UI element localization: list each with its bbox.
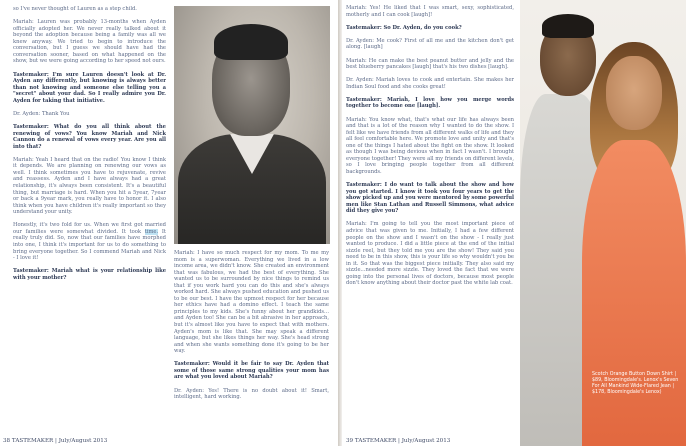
interview-answer: Honestly, it's two fold for us. When we first got married our families were somewhat divided. It took time. It really truly did. So, now that our families have morphed into one, I think it's important for us to do something to bring everyone together. So I commend Mariah and Nick - I love it! — [13, 222, 166, 262]
interview-answer: Mariah: Yeah I heard that on the radio! You know I think it depends. We are planning on renewing our vows as well. I think sometimes you have to rejuvenate, revive and reassess. Ayden and I have always had a great relationship, it's always been consistent. It's a beautiful thing, but marriage is hard. When you hit a 5year, 7year or back a 9year mark, you really have to honor it. I also think when you have children it's really important so they understand your unity. — [13, 156, 166, 216]
portrait-photo-dr-ayden — [174, 6, 330, 244]
interview-answer: Mariah: He can make the best peanut butter and jelly and the best blueberry pancakes [laugh] that's his two dishes [laugh]. — [346, 57, 514, 71]
photo-caption: Scotch Orange Button Down Shirt | $89, Bloomingdale's. Lenox's Seven For All Mankind Wide-Flared Jean | $178, Bloomingdale's Lenox) — [592, 372, 679, 395]
left-column-a — [13, 6, 166, 434]
interview-answer: Mariah: Yes! He liked that I was smart, sexy, sophisticated, motherly and I can cook [laugh]! — [346, 5, 514, 18]
interview-answer: so I've never thought of Lauren as a step child. — [13, 6, 137, 12]
interview-answer: Mariah: Lauren was probably 13-months when Ayden officially adopted her. We never really talked about it beyond the adoption because being a family was all we knew anyway. We tried to begin to introduce the conversation, but I guess we should have had the conversation sooner, based on what happened on the show, but we were going according to her speed not ours. — [13, 19, 166, 65]
left-page — [0, 0, 338, 446]
right-page — [342, 0, 686, 446]
interview-answer: Mariah: I'm going to tell you the most important piece of advice that was given to me. Initially, I had a few different people on the show and I wasn't on the show - I really just wanted to produce. I did a little piece at the end of the initial sizzle reel, but they told me you are the show! They said you need to be in this show, this is your life so why wouldn't you be in it. So that was the biggest piece initially. They also said my sizzle...needed more sizzle. They loved the fact that we were going into the personal lives of doctors, because most people don't know anything about their doctor past the white lab coat. — [346, 221, 514, 287]
left-column-b — [174, 250, 329, 432]
interview-question: Tastemaker: Would it be fair to say Dr. Ayden that some of those same strong qualities your mom has are what you loved about Mariah? — [174, 361, 329, 381]
interview-answer: Dr. Ayden: Thank You — [13, 110, 70, 117]
interview-question: Tastemaker: What do you all think about the renewing of vows? You know Mariah and Nick Cannon do a renewal of vows every year. Are you all into that? — [13, 124, 166, 150]
interview-answer: Dr. Ayden: Me cook? First of all me and the kitchen don't get along. [laugh] — [346, 37, 514, 51]
text-selection-highlight[interactable]: time. — [144, 228, 159, 235]
interview-question: Tastemaker: Mariah, I love how you merge words together to become one [laugh]. — [346, 96, 514, 110]
interview-question: Tastemaker: I'm sure Lauren doesn't look at Dr. Ayden any differently, but knowing is always better than not knowing and someone else telling you a "secret" about your dad. So I really admire you Dr. Ayden for taking that initiative. — [13, 71, 166, 104]
page-footer-left: 38 TASTEMAKER | July/August 2013 — [3, 438, 108, 444]
interview-answer: Dr. Ayden: Mariah loves to cook and entertain. She makes her Indian Soul food and she cooks great! — [346, 77, 514, 90]
page-footer-right: 39 TASTEMAKER | July/August 2013 — [346, 438, 451, 444]
couple-photo — [520, 0, 686, 446]
interview-answer: Dr. Ayden: Yes! There is no doubt about it! Smart, intelligent, hard working. — [174, 387, 329, 401]
interview-question: Tastemaker: So Dr. Ayden, do you cook? — [346, 24, 462, 31]
interview-question: Tastemaker: Mariah what is your relationship like with your mother? — [13, 268, 166, 281]
interview-answer: Mariah: I have so much respect for my mom. To me my mom is a superwoman. Everything we lived in a low income area, we didn't know. She created an environment that was fabulous, we had the best of everything. She wanted us to be surrounded by nice things to remind us that if you work hard you can do this and she's always worked hard. She always pushed education and pushed us to be our best. I have the upmost respect for her because her ethics have had a domino effect. I teach the same principles to my kids. She's funny about her grandkids... and Ayden too! She can be a bit abrasive in her approach, but it's almost like you have to expect that with mothers. Ayden's mom is like that. She may speak a different language, but she likes things her way. She's head strong and when she wants something done it's going to be her way. — [174, 250, 329, 355]
interview-answer: Mariah: You know what, that's what our life has always been and that is a lot of the reason why I wanted to do the show. I felt like we have friends from all different walks of life and they all feel comfortable here. We promote love and unity and that's one of the things I hated about the fight on the show. It looked as though I was being devious when in fact I wasn't. I brought everyone together! They were all my friends on different levels, so I love bringing people together from all different backgrounds. — [346, 116, 514, 175]
right-column-a — [346, 5, 514, 433]
interview-question: Tastemaker: I do want to talk about the show and how you got started. I know it took you four years to get the show picked up and you were mentored by some powerful men like Stan Lathan and Russell Simmons, what advice did they give you? — [346, 182, 514, 215]
